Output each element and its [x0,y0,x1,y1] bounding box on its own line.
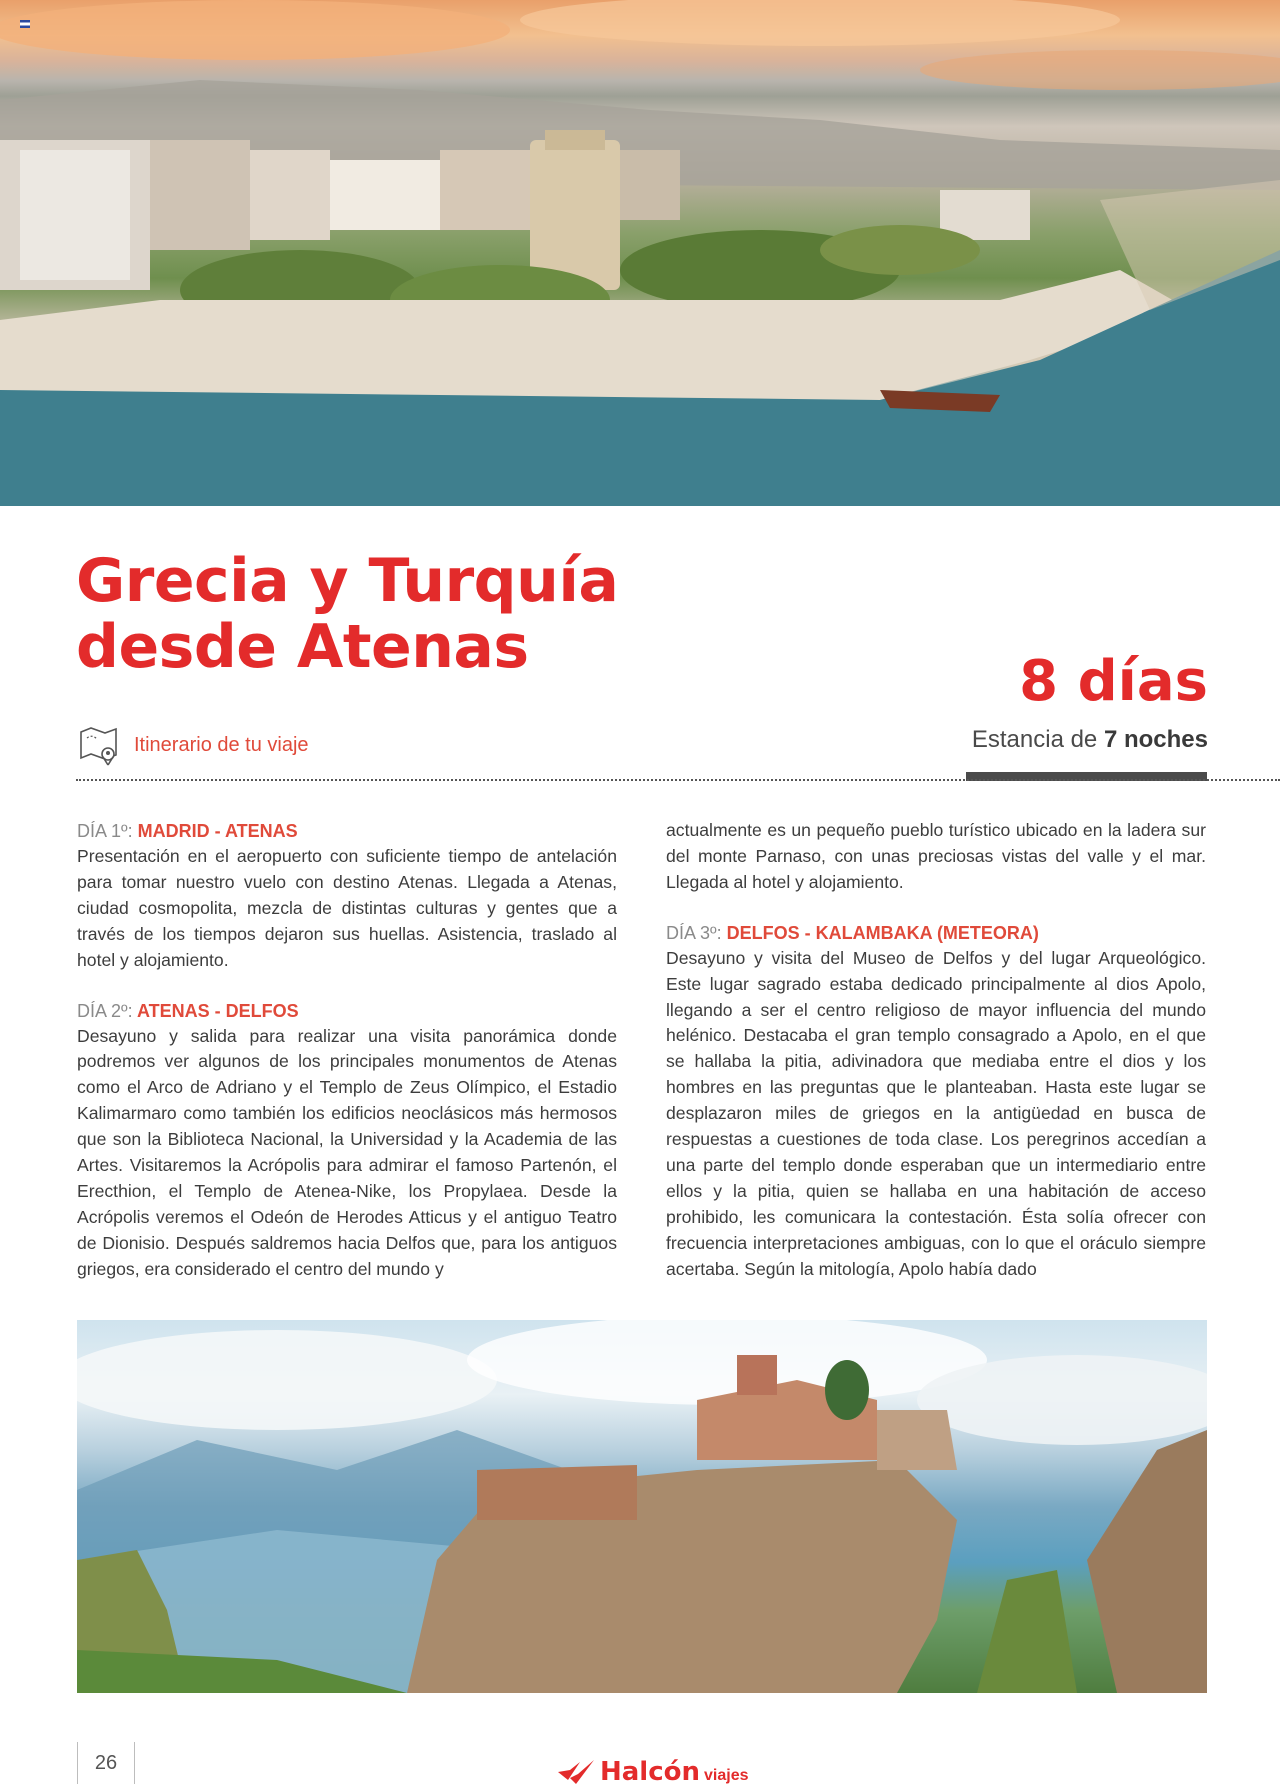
map-pin-icon [78,724,120,766]
title-line-1: Grecia y Turquía [76,546,619,616]
itinerary-column-left [77,818,617,1283]
day-3-route: DELFOS - KALAMBAKA (METEORA) [726,922,1039,943]
page-number: 26 [94,1752,118,1774]
itinerary-column-right [666,818,1206,1283]
halcon-logo [556,1752,749,1787]
trip-duration: 8 días [1019,649,1208,714]
brand-name: Halcón [600,1757,701,1787]
stay-nights: 7 noches [1103,726,1208,753]
day-3-text: Desayuno y visita del Museo de Delfos y del lugar Arqueológico. Este lugar sagrado estaba dedicado principalmente al dios Apolo, llegando a ser el centro religioso de mayor influencia del mundo helénico. Destacaba el gran templo consagrado a Apolo, en el que se hallaba la pitia, adivinadora que mediaba entre el dios y los hombres en las preguntas que le planteaban. Hasta este lugar se desplazaron miles de griegos en la antigüedad en busca de respuestas a cuestiones de toda clase. Los peregrinos accedían a una parte del templo donde esperaban que un intermediario entre ellos y la pitia, quien se hallaba en una habitación de acceso prohibido, les comunicara la contestación. Ésta solía ofrecer con frecuencia interpretaciones ambiguas, con lo que el oráculo siempre acertaba. Según la mitología, Apolo había dado [666,947,1206,1279]
day-2-number: DÍA 2º: [77,1000,133,1021]
day-1-number: DÍA 1º: [77,821,133,841]
day-2-text: Desayuno y salida para realizar una visita panorámica donde podremos ver algunos de los principales monumentos de Atenas como el Arco de Adriano y el Templo de Zeus Olímpico, el Estadio Kalimarmaro como también los edificios neoclásicos más hermosos que son la Biblioteca Nacional, la Universidad y la Academia de las Artes. Visitaremos la Acrópolis para admirar el famoso Partenón, el Erecthion, el Templo de Atenea-Nike, los Propylaea. Desde la Acrópolis veremos el Odeón de Herodes Atticus y el antiguo Teatro de Dionisio. Después saldremos hacia Delfos que, para los antiguos griegos, era considerado el centro del mundo y [77,1025,617,1279]
day-1-route: MADRID - ATENAS [137,821,298,841]
meteora-illustration [77,1320,1207,1693]
day-1-heading [77,818,617,844]
hero-illustration [0,0,1280,506]
itinerary-label: Itinerario de tu viaje [134,733,309,756]
title-line-2: desde Atenas [76,612,529,682]
page-title [76,548,716,680]
day-1-text: Presentación en el aeropuerto con suficiente tiempo de antelación para tomar nuestro vuelo con destino Atenas. Llegada a Atenas, ciudad cosmopolita, mezcla de distintas culturas y gentes que a través de los tiempos dejaron sus huellas. Asistencia, traslado al hotel y alojamiento. [77,846,617,970]
day-3-heading [666,920,1206,946]
stay-prefix: Estancia de [971,726,1098,753]
meteora-photo [77,1320,1207,1693]
stay-info [972,726,1208,754]
day-2-route: ATENAS - DELFOS [136,1000,299,1021]
itinerary-header [78,724,309,766]
day-2-text-continued: actualmente es un pequeño pueblo turístico ubicado en la ladera sur del monte Parnaso, con unas preciosas vistas del valle y el mar. Llegada al hotel y alojamiento. [666,820,1206,892]
halcon-bird-icon [556,1758,596,1786]
section-divider [76,779,1280,781]
day-3-number: DÍA 3º: [666,922,722,943]
flag-icon [20,20,30,28]
brand-sub: viajes [704,1767,749,1784]
hero-photo [0,0,1280,506]
day-2-heading [77,998,617,1024]
